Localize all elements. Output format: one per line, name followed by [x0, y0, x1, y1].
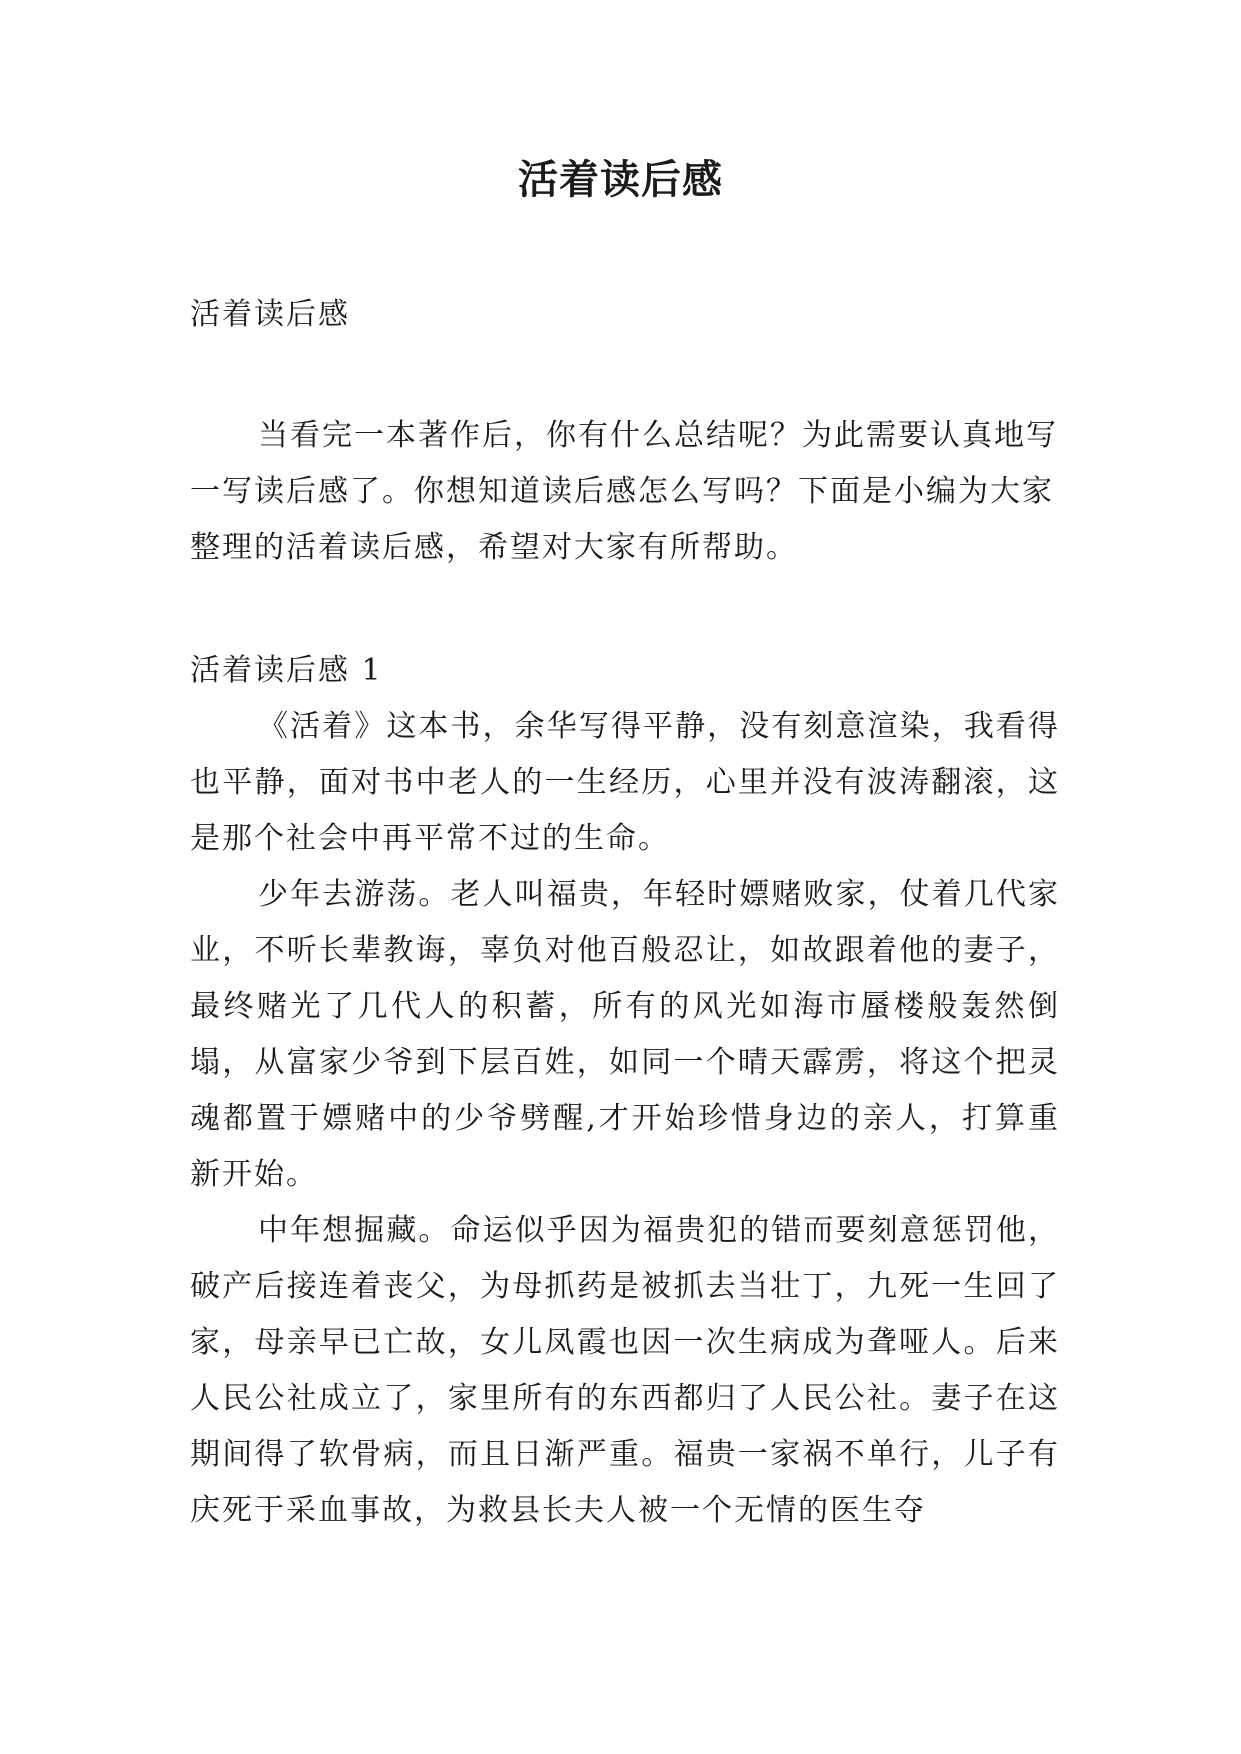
document-subtitle: 活着读后感: [190, 297, 350, 332]
body-paragraph: 少年去游荡。老人叫福贵，年轻时嫖赌败家，仗着几代家业，不听长辈教诲，辜负对他百般忍让，如故跟着他的妻子，最终赌光了几代人的积蓄，所有的风光如海市蜃楼般轰然倒塌，从富家少爷到下层百姓，如同一个晴天霹雳，将这个把灵魂都置于嫖赌中的少爷劈醒,才开始珍惜身边的亲人，打算重新开始。: [190, 877, 1060, 1192]
section-heading: 活着读后感 1: [190, 653, 383, 688]
intro-paragraph: 当看完一本著作后，你有什么总结呢？为此需要认真地写一写读后感了。你想知道读后感怎么写吗？下面是小编为大家整理的活着读后感，希望对大家有所帮助。: [190, 418, 1058, 565]
section-1: [190, 643, 1060, 1539]
body-paragraph: 《活着》这本书，余华写得平静，没有刻意渲染，我看得也平静，面对书中老人的一生经历，心里并没有波涛翻滚，这是那个社会中再平常不过的生命。: [190, 709, 1060, 856]
document-title: 活着读后感: [518, 156, 723, 203]
body-paragraph: 中年想掘藏。命运似乎因为福贵犯的错而要刻意惩罚他，破产后接连着丧父，为母抓药是被抓去当壮丁，九死一生回了家，母亲早已亡故，女儿凤霞也因一次生病成为聋哑人。后来人民公社成立了，家里所有的东西都归了人民公社。妻子在这期间得了软骨病，而且日渐严重。福贵一家祸不单行，儿子有庆死于采血事故，为救县长夫人被一个无情的医生夺: [190, 1213, 1060, 1528]
